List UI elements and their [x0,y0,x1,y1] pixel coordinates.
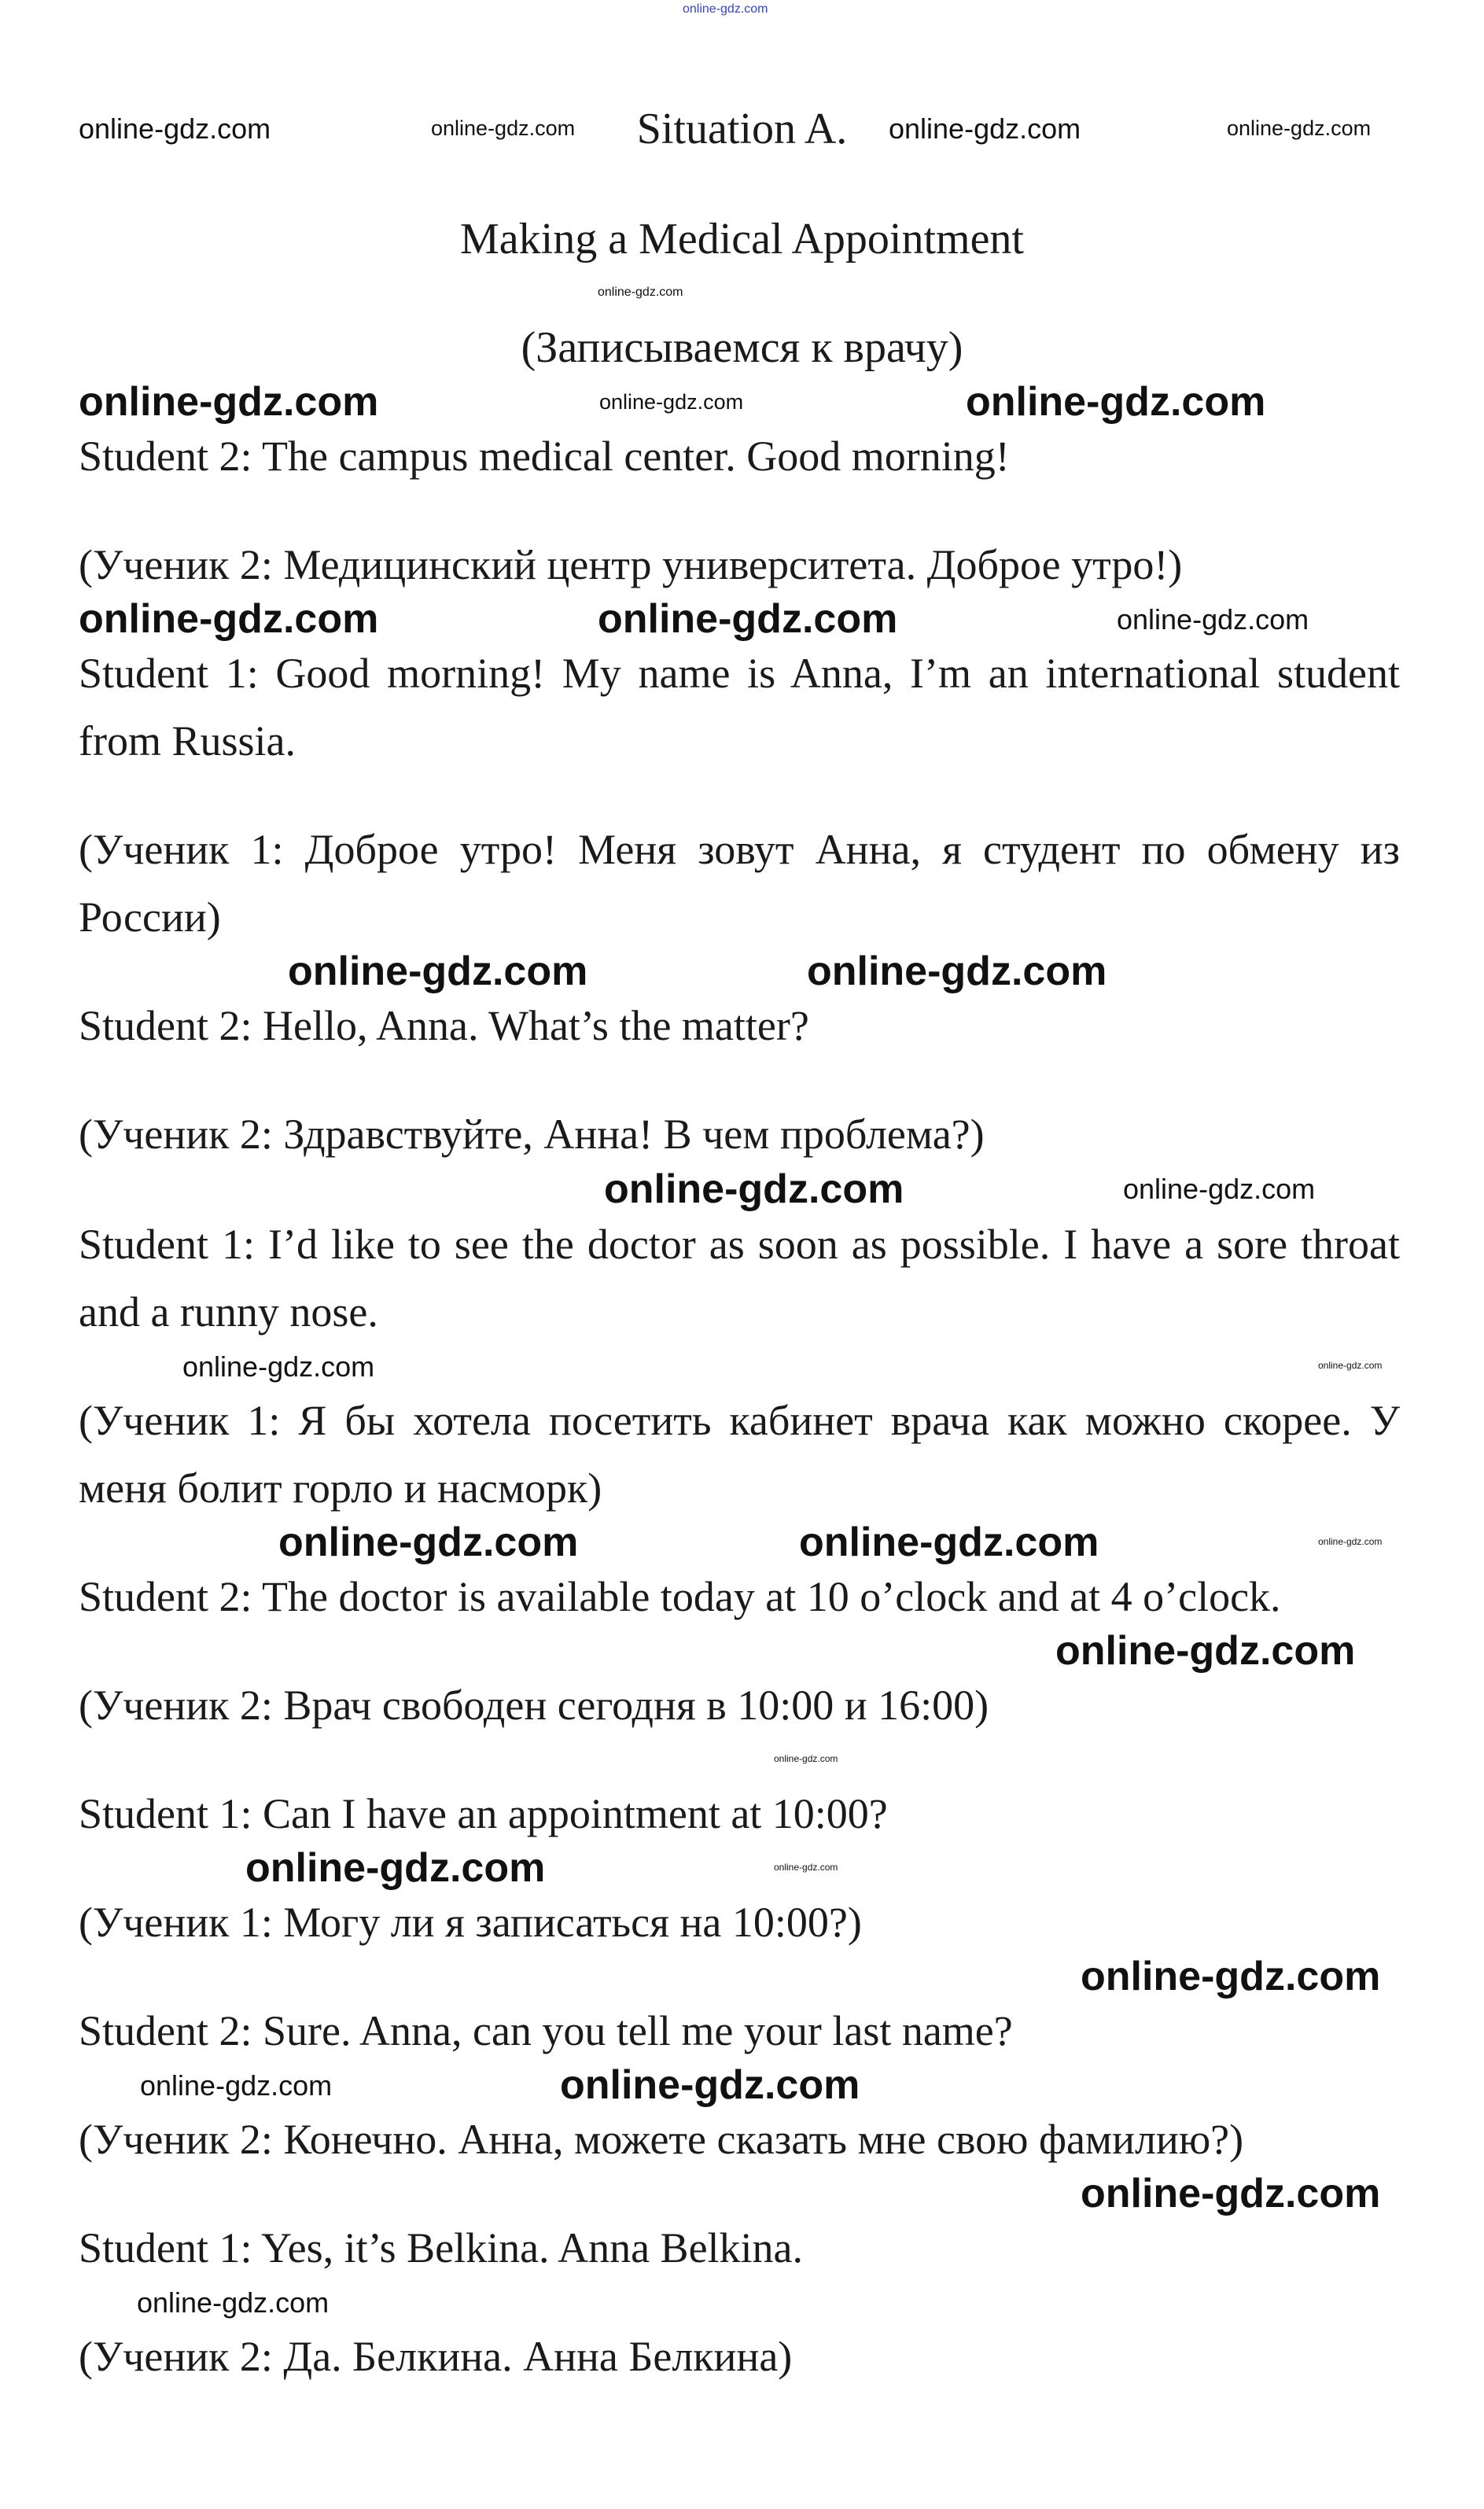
dialogue-line: Student 2: The campus medical center. Good morning! [79,433,1010,480]
dialogue-line: Student 1: I’d like to see the doctor as soon as possible. I have a sore throat and a runny nose. [79,1221,1400,1336]
watermark: online-gdz.com [1081,1954,1381,1999]
dialogue-line: (Ученик 2: Врач свободен сегодня в 10:00 и 16:00) [79,1682,989,1729]
watermark: online-gdz.com [140,2069,333,2102]
watermark: online-gdz.com [1318,1536,1383,1547]
dialogue-line: Student 2: The doctor is available today at 10 o’clock and at 4 o’clock. [79,1573,1281,1620]
watermark: online-gdz.com [774,1753,838,1764]
document-title: Making a Medical Appointment [460,215,1024,263]
dialogue-line: (Ученик 2: Да. Белкина. Анна Белкина) [79,2333,793,2380]
watermark: online-gdz.com [1081,2171,1381,2216]
watermark: online-gdz.com [1117,603,1309,636]
watermark: online-gdz.com [889,112,1081,145]
dialogue-line: (Ученик 1: Доброе утро! Меня зовут Анна, я студент по обмену из России) [79,826,1400,941]
watermark: online-gdz.com [278,1520,579,1565]
dialogue-line: Student 1: Yes, it’s Belkina. Anna Belkina. [79,2224,804,2271]
dialogue-line: Student 2: Hello, Anna. What’s the matter? [79,1002,809,1049]
watermark: online-gdz.com [1318,1360,1383,1371]
watermark: online-gdz.com [137,2286,330,2319]
watermark: online-gdz.com [288,949,588,994]
dialogue-line: (Ученик 1: Я бы хотела посетить кабинет врача как можно скорее. У меня болит горло и насморк) [79,1397,1400,1512]
watermark: online-gdz.com [79,112,271,145]
dialogue-line: (Ученик 2: Здравствуйте, Анна! В чем проблема?) [79,1111,985,1158]
watermark: online-gdz.com [683,2,768,16]
watermark: online-gdz.com [774,1862,838,1873]
dialogue-line: (Ученик 2: Медицинский центр университета. Доброе утро!) [79,541,1183,588]
dialogue-line: Student 1: Good morning! My name is Anna, I’m an international student from Russia. [79,650,1400,764]
watermark: online-gdz.com [245,1845,546,1891]
watermark: online-gdz.com [604,1166,904,1212]
dialogue-line: (Ученик 2: Конечно. Анна, можете сказать мне свою фамилию?) [79,2116,1244,2163]
watermark: online-gdz.com [431,116,576,140]
watermark: online-gdz.com [1227,116,1372,140]
watermark: online-gdz.com [79,596,379,642]
watermark: online-gdz.com [598,596,898,642]
watermark: online-gdz.com [966,379,1266,425]
watermark: online-gdz.com [807,949,1107,994]
watermark: online-gdz.com [560,2062,860,2108]
situation-title: Situation A. [636,105,848,153]
watermark: online-gdz.com [182,1350,375,1383]
watermark: online-gdz.com [79,379,379,425]
watermark: online-gdz.com [1055,1628,1356,1674]
watermark: online-gdz.com [599,390,744,414]
watermark: online-gdz.com [799,1520,1099,1565]
watermark: online-gdz.com [598,286,683,299]
dialogue-line: Student 2: Sure. Anna, can you tell me your last name? [79,2007,1013,2054]
dialogue-line: (Ученик 1: Могу ли я записаться на 10:00?) [79,1899,862,1946]
watermark: online-gdz.com [1123,1173,1316,1205]
dialogue-line: Student 1: Can I have an appointment at 10:00? [79,1790,888,1837]
document-title-translation: (Записываемся к врачу) [521,323,963,372]
